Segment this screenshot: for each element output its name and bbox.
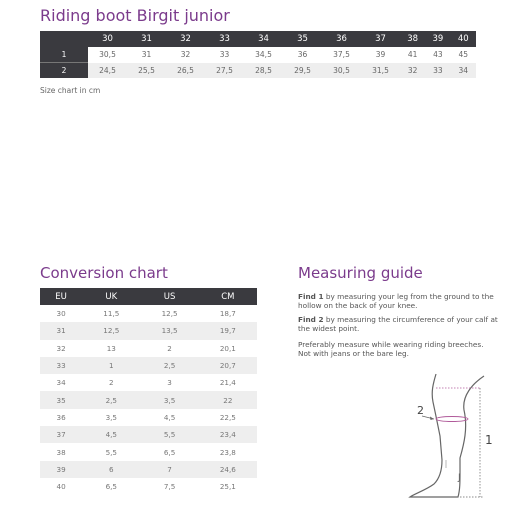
size-cell: 31 — [127, 47, 166, 63]
size-cell: 36 — [283, 47, 322, 63]
conversion-row — [40, 409, 257, 426]
size-row-2 — [40, 63, 476, 79]
size-header-cell: 38 — [400, 31, 425, 47]
conversion-cell: 20,1 — [219, 343, 236, 353]
conversion-cell: 2 — [109, 378, 114, 388]
conversion-cell: 19,7 — [199, 322, 257, 339]
conversion-table — [40, 288, 257, 495]
conversion-cell: 12,5 — [82, 322, 140, 339]
size-header-cell: 33 — [205, 31, 244, 47]
size-cell: 33 — [205, 47, 244, 63]
size-cell: 25,5 — [127, 63, 166, 79]
conversion-cell: 24,6 — [199, 461, 257, 478]
size-chart-note: Size chart in cm — [40, 86, 101, 95]
conversion-cell: 5,5 — [105, 447, 118, 457]
conversion-cell: 7,5 — [163, 482, 176, 492]
conversion-cell: 6,5 — [105, 482, 118, 492]
conversion-cell: 23,4 — [199, 426, 257, 443]
conversion-row — [40, 391, 257, 408]
guide-find-2 — [298, 316, 498, 333]
conversion-cell: 34 — [56, 378, 66, 388]
conversion-cell: 13,5 — [140, 322, 198, 339]
size-cell: 26,5 — [166, 63, 205, 79]
conversion-body — [40, 305, 257, 495]
conversion-cell: 22 — [199, 391, 257, 408]
conversion-header-eu: EU — [40, 288, 82, 305]
conversion-row — [40, 461, 257, 478]
size-cell: 32 — [166, 47, 205, 63]
conversion-cell: 20,7 — [199, 357, 257, 374]
size-cell: 30,5 — [322, 63, 361, 79]
conversion-row — [40, 305, 257, 322]
guide-find-2-label: Find 2 — [298, 315, 324, 324]
conversion-header-row — [40, 288, 257, 305]
size-header-corner — [40, 31, 88, 47]
conversion-row — [40, 357, 257, 374]
conversion-cell: 11,5 — [103, 309, 120, 319]
conversion-cell: 35 — [40, 391, 82, 408]
size-header-cell: 37 — [361, 31, 400, 47]
size-cell: 34,5 — [244, 47, 283, 63]
size-chart-title: Riding boot Birgit junior — [40, 6, 230, 25]
size-header-row — [40, 31, 476, 47]
conversion-cell: 6 — [82, 461, 140, 478]
size-cell: 43 — [425, 47, 450, 63]
conversion-chart-title: Conversion chart — [40, 264, 168, 282]
calf-pointer-arrow — [430, 417, 434, 421]
size-cell: 27,5 — [205, 63, 244, 79]
size-row-label: 2 — [40, 63, 88, 79]
size-cell: 34 — [451, 63, 476, 79]
leg-measure-illustration — [400, 364, 500, 504]
conversion-cell: 4,5 — [163, 412, 176, 422]
conversion-cell: 33 — [40, 357, 82, 374]
size-cell: 24,5 — [88, 63, 127, 79]
conversion-cell: 3,5 — [105, 412, 118, 422]
label-1: 1 — [485, 433, 493, 447]
svg-text:J: J — [458, 473, 461, 483]
conversion-cell: 37 — [40, 426, 82, 443]
guide-find-1 — [298, 293, 498, 310]
guide-note: Preferably measure while wearing riding breeches. Not with jeans or the bare leg. — [298, 340, 484, 358]
conversion-cell: 3,5 — [140, 391, 198, 408]
size-cell: 30,5 — [88, 47, 127, 63]
size-header-cell: 35 — [283, 31, 322, 47]
size-cell: 31,5 — [361, 63, 400, 79]
conversion-cell: 2 — [167, 343, 172, 353]
conversion-cell: 32 — [56, 343, 66, 353]
measuring-guide-title: Measuring guide — [298, 264, 423, 282]
conversion-row — [40, 426, 257, 443]
conversion-cell: 5,5 — [140, 426, 198, 443]
size-row-1 — [40, 47, 476, 63]
size-header-cell: 31 — [127, 31, 166, 47]
conversion-cell: 22,5 — [219, 412, 236, 422]
size-row-label: 1 — [40, 47, 88, 63]
size-header-cell: 32 — [166, 31, 205, 47]
conversion-cell: 39 — [40, 461, 82, 478]
size-cell: 45 — [451, 47, 476, 63]
size-chart-table — [40, 31, 476, 78]
conversion-cell: 4,5 — [82, 426, 140, 443]
conversion-cell: 2,5 — [82, 391, 140, 408]
conversion-cell: 2,5 — [140, 357, 198, 374]
conversion-row — [40, 322, 257, 339]
size-header-cell: 34 — [244, 31, 283, 47]
conversion-row — [40, 340, 257, 357]
conversion-cell: 36 — [56, 412, 66, 422]
size-header-cell: 40 — [451, 31, 476, 47]
size-cell: 39 — [361, 47, 400, 63]
size-cell: 28,5 — [244, 63, 283, 79]
conversion-cell: 23,8 — [219, 447, 236, 457]
size-cell: 29,5 — [283, 63, 322, 79]
conversion-cell: 18,7 — [219, 309, 236, 319]
guide-find-2-text: by measuring the circumference of your calf at the widest point. — [298, 315, 498, 333]
conversion-cell: 25,1 — [219, 482, 236, 492]
size-header-cell: 36 — [322, 31, 361, 47]
size-cell: 37,5 — [322, 47, 361, 63]
conversion-header-us: US — [140, 288, 198, 305]
label-2: 2 — [417, 404, 424, 417]
conversion-cell: 31 — [40, 322, 82, 339]
guide-find-1-text: by measuring your leg from the ground to the hollow on the back of your knee. — [298, 292, 494, 310]
size-cell: 33 — [425, 63, 450, 79]
conversion-cell: 1 — [82, 357, 140, 374]
conversion-cell: 21,4 — [219, 378, 236, 388]
conversion-cell: 6,5 — [163, 447, 176, 457]
size-cell: 32 — [400, 63, 425, 79]
conversion-row — [40, 478, 257, 495]
size-cell: 41 — [400, 47, 425, 63]
conversion-header-uk: UK — [82, 288, 140, 305]
conversion-cell: 38 — [56, 447, 66, 457]
calf-circumference — [436, 417, 468, 422]
conversion-cell: 40 — [56, 482, 66, 492]
guide-find-1-label: Find 1 — [298, 292, 324, 301]
size-header-cell: 39 — [425, 31, 450, 47]
conversion-cell: 12,5 — [161, 309, 178, 319]
conversion-cell: 3 — [167, 378, 172, 388]
size-header-cell: 30 — [88, 31, 127, 47]
conversion-cell: 13 — [106, 343, 116, 353]
conversion-cell: 30 — [56, 309, 66, 319]
conversion-row — [40, 374, 257, 391]
conversion-cell: 7 — [140, 461, 198, 478]
conversion-header-cm: CM — [199, 288, 257, 305]
conversion-row — [40, 443, 257, 460]
leg-outline — [410, 374, 484, 497]
